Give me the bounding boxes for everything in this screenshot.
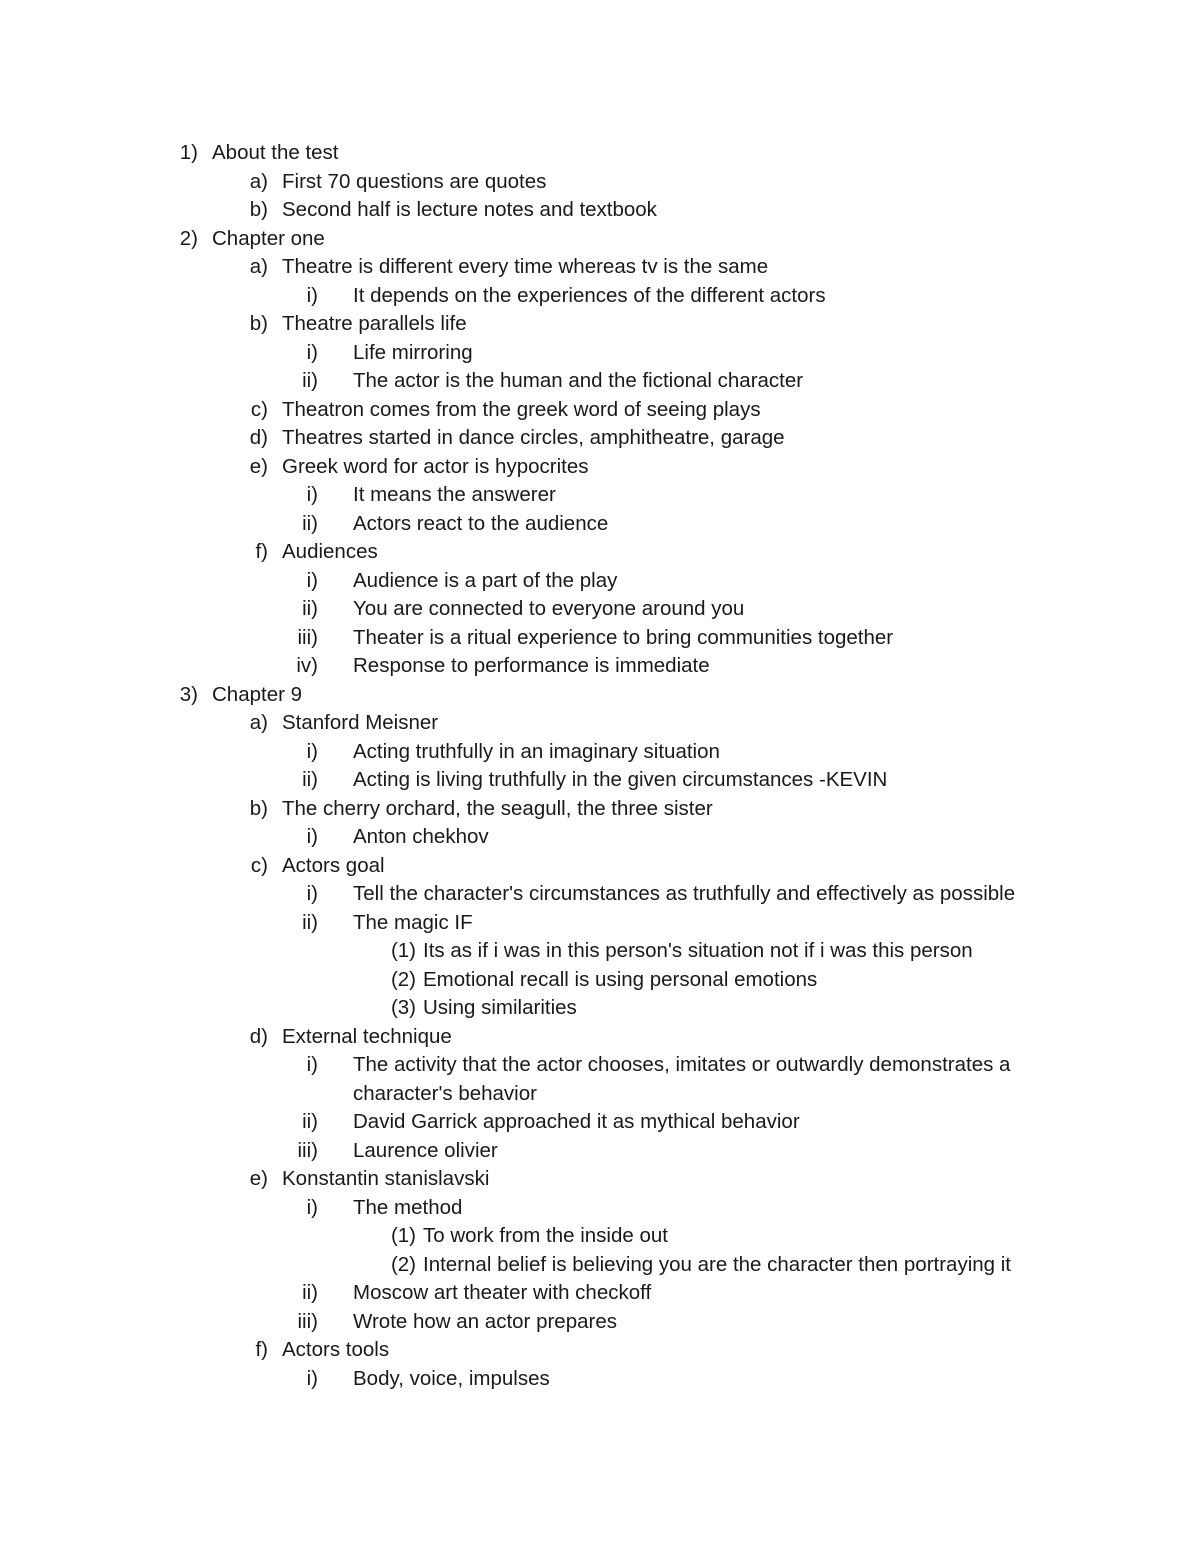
- document-page: [0, 139, 1200, 1393]
- outline-item-level-3: [0, 567, 1200, 596]
- outline-text: Konstantin stanislavski: [282, 1167, 490, 1190]
- outline-text: Moscow art theater with checkoff: [353, 1281, 652, 1304]
- outline-marker: i): [306, 283, 318, 307]
- outline-item-level-3: [0, 1194, 1200, 1223]
- outline-text: The actor is the human and the fictional character: [353, 369, 804, 392]
- outline-marker: i): [306, 483, 318, 506]
- outline-text: Theatres started in dance circles, amphitheatre, garage: [282, 426, 785, 449]
- outline-marker: i): [306, 739, 318, 763]
- outline-item-level-4: [0, 937, 1200, 966]
- outline-text: Theatre is different every time whereas tv is the same: [282, 255, 769, 278]
- outline-item-level-3: [0, 510, 1200, 539]
- outline-marker: i): [306, 1366, 318, 1390]
- outline-text: Stanford Meisner: [282, 711, 439, 734]
- outline-marker: a): [249, 711, 268, 734]
- outline-text: Chapter 9: [212, 682, 303, 706]
- outline-text: The method: [353, 1195, 463, 1219]
- outline-item-level-2: [0, 795, 1200, 824]
- outline-item-level-3: [0, 1051, 1200, 1108]
- outline-item-level-3: [0, 766, 1200, 795]
- outline-text: The cherry orchard, the seagull, the three sister: [282, 796, 713, 820]
- outline-marker: e): [249, 1167, 268, 1190]
- outline-text: Audiences: [282, 540, 378, 563]
- outline-text: Acting is living truthfully in the given circumstances -KEVIN: [353, 768, 888, 791]
- outline-text: Theatre parallels life: [282, 312, 467, 335]
- outline-item-level-2: [0, 1336, 1200, 1365]
- outline-item-level-4: [0, 966, 1200, 995]
- outline-text: Internal belief is believing you are the character then portraying it: [423, 1252, 1012, 1276]
- outline-text: The magic IF: [353, 910, 473, 934]
- outline-item-level-3: [0, 909, 1200, 938]
- outline-marker: 2): [179, 226, 198, 250]
- outline-marker: ii): [302, 910, 318, 934]
- outline-marker: (1): [390, 1224, 416, 1247]
- outline-marker: 1): [179, 141, 198, 164]
- outline-text: The activity that the actor chooses, imitates or outwardly demonstrates a character's behavior: [353, 1053, 1011, 1105]
- outline-text: David Garrick approached it as mythical behavior: [353, 1110, 800, 1133]
- outline-item-level-3: [0, 481, 1200, 510]
- outline-marker: a): [249, 169, 268, 193]
- outline-item-level-1: [0, 139, 1200, 168]
- outline-text: Life mirroring: [353, 340, 473, 364]
- outline-marker: d): [249, 426, 268, 449]
- outline-marker: i): [306, 825, 318, 848]
- outline-marker: i): [306, 568, 318, 592]
- outline-marker: (2): [390, 967, 416, 991]
- outline-text: You are connected to everyone around you: [353, 597, 745, 620]
- outline-marker: ii): [302, 597, 318, 620]
- outline-item-level-2: [0, 1165, 1200, 1194]
- outline-item-level-3: [0, 339, 1200, 368]
- outline-marker: i): [306, 1195, 318, 1219]
- outline-item-level-3: [0, 1108, 1200, 1137]
- outline-text: Wrote how an actor prepares: [353, 1309, 617, 1333]
- outline-marker: iii): [297, 625, 318, 649]
- outline-marker: iii): [297, 1138, 318, 1162]
- outline-text: Anton chekhov: [353, 825, 489, 848]
- outline-item-level-3: [0, 652, 1200, 681]
- outline-marker: i): [306, 882, 318, 905]
- outline-marker: f): [255, 540, 268, 563]
- outline-item-level-2: [0, 168, 1200, 197]
- outline-marker: iii): [297, 1309, 318, 1333]
- outline-text: Laurence olivier: [353, 1138, 498, 1162]
- outline-marker: f): [255, 1338, 268, 1361]
- outline-marker: ii): [302, 369, 318, 392]
- outline-item-level-3: [0, 595, 1200, 624]
- outline-item-level-2: [0, 453, 1200, 482]
- outline-marker: (2): [390, 1252, 416, 1276]
- outline-marker: (3): [390, 996, 416, 1019]
- outline-marker: d): [249, 1024, 268, 1048]
- outline-marker: ii): [302, 1281, 318, 1304]
- outline-item-level-2: [0, 396, 1200, 425]
- outline-marker: b): [249, 198, 268, 221]
- outline-marker: ii): [302, 511, 318, 535]
- outline-text: Second half is lecture notes and textbook: [282, 198, 657, 221]
- outline-text: Its as if i was in this person's situation not if i was this person: [423, 939, 973, 962]
- outline-text: Greek word for actor is hypocrites: [282, 454, 589, 478]
- outline-item-level-1: [0, 225, 1200, 254]
- outline-item-level-4: [0, 1251, 1200, 1280]
- outline-text: First 70 questions are quotes: [282, 169, 547, 193]
- outline-marker: b): [249, 312, 268, 335]
- outline-text: Chapter one: [212, 226, 325, 250]
- outline-marker: iv): [296, 654, 318, 677]
- outline-item-level-1: [0, 681, 1200, 710]
- outline-text: Audience is a part of the play: [353, 568, 618, 592]
- outline-item-level-3: [0, 367, 1200, 396]
- outline-marker: ii): [302, 1110, 318, 1133]
- outline-marker: i): [306, 340, 318, 364]
- outline-item-level-3: [0, 738, 1200, 767]
- outline-item-level-4: [0, 994, 1200, 1023]
- outline-text: It depends on the experiences of the different actors: [353, 283, 826, 307]
- outline-text: About the test: [212, 141, 339, 164]
- outline-item-level-2: [0, 253, 1200, 282]
- outline-item-level-3: [0, 282, 1200, 311]
- outline-text: It means the answerer: [353, 483, 556, 506]
- outline-item-level-2: [0, 196, 1200, 225]
- outline-marker: ii): [302, 768, 318, 791]
- outline-text: Theatron comes from the greek word of seeing plays: [282, 397, 761, 421]
- outline-item-level-2: [0, 1023, 1200, 1052]
- outline-item-level-3: [0, 1137, 1200, 1166]
- outline-text: Actors tools: [282, 1338, 390, 1361]
- outline-text: Tell the character's circumstances as truthfully and effectively as possible: [353, 882, 1016, 905]
- outline-text: To work from the inside out: [423, 1224, 668, 1247]
- outline-marker: (1): [390, 939, 416, 962]
- outline-text: External technique: [282, 1024, 452, 1048]
- outline-text: Actors react to the audience: [353, 511, 609, 535]
- outline-marker: e): [249, 454, 268, 478]
- outline-item-level-3: [0, 1365, 1200, 1394]
- outline-marker: i): [306, 1053, 318, 1076]
- outline-marker: c): [250, 853, 268, 877]
- outline-text: Response to performance is immediate: [353, 654, 710, 677]
- outline-item-level-2: [0, 538, 1200, 567]
- outline-marker: c): [250, 397, 268, 421]
- outline-text: Acting truthfully in an imaginary situation: [353, 739, 720, 763]
- outline-item-level-3: [0, 823, 1200, 852]
- outline-text: Emotional recall is using personal emotions: [423, 967, 818, 991]
- outline-item-level-2: [0, 709, 1200, 738]
- outline-marker: b): [249, 796, 268, 820]
- outline-text: Using similarities: [423, 996, 577, 1019]
- outline-text: Body, voice, impulses: [353, 1366, 550, 1390]
- outline-text: Theater is a ritual experience to bring communities together: [353, 625, 894, 649]
- outline-item-level-3: [0, 624, 1200, 653]
- outline-item-level-3: [0, 1279, 1200, 1308]
- outline-item-level-3: [0, 880, 1200, 909]
- outline-item-level-4: [0, 1222, 1200, 1251]
- outline-item-level-3: [0, 1308, 1200, 1337]
- outline-marker: 3): [179, 682, 198, 706]
- outline-text: Actors goal: [282, 853, 385, 877]
- outline-item-level-2: [0, 424, 1200, 453]
- outline-item-level-2: [0, 310, 1200, 339]
- outline-item-level-2: [0, 852, 1200, 881]
- outline-marker: a): [249, 255, 268, 278]
